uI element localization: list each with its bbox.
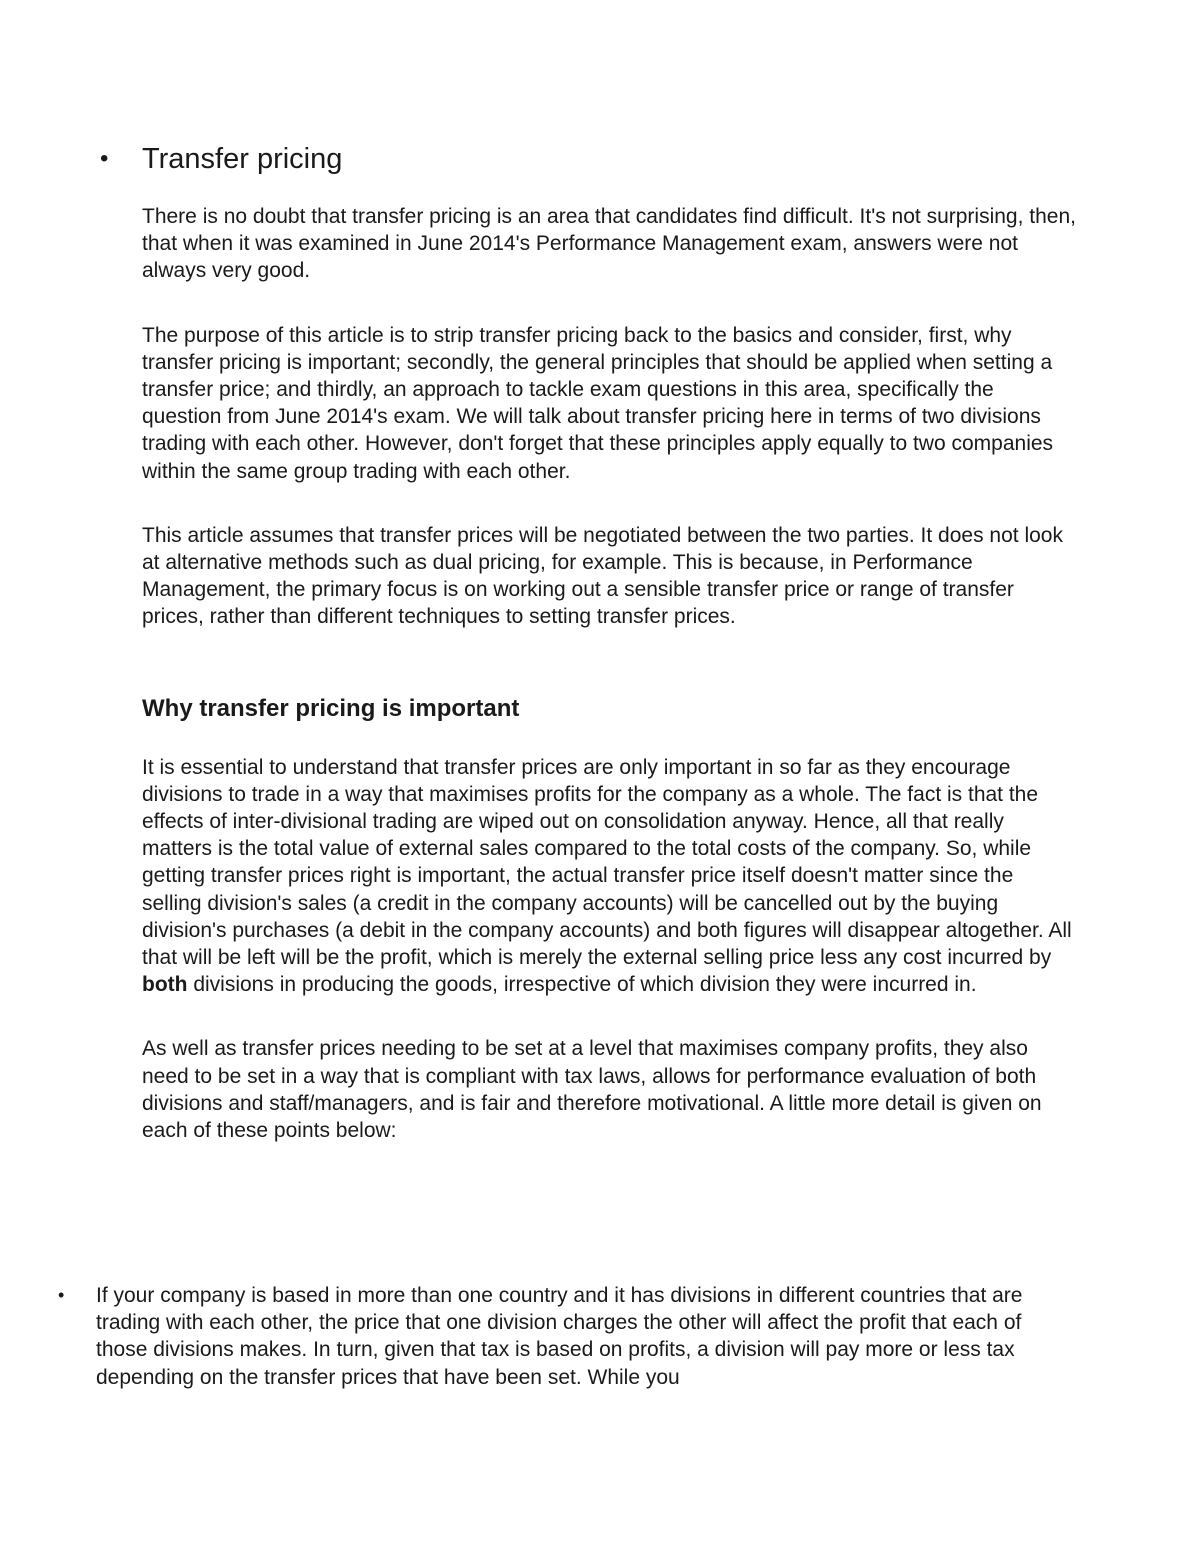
section-paragraph-1 <box>142 754 1077 999</box>
page-title: Transfer pricing <box>142 143 343 175</box>
bullet-list <box>58 1282 1068 1391</box>
intro-paragraph-3: This article assumes that transfer prices will be negotiated between the two parties. It does not look at alternative methods such as dual pricing, for example. This is because, in Performance Management, the primary focus is on working out a sensible transfer price or range of transfer prices, rather than different techniques to setting transfer prices. <box>142 523 1063 629</box>
intro-paragraph-2: The purpose of this article is to strip transfer pricing back to the basics and consider, first, why transfer pricing is important; secondly, the general principles that should be applied when setting a transfer price; and thirdly, an approach to tackle exam questions in this area, specifically the question from June 2014's exam. We will talk about transfer pricing here in terms of two divisions trading with each other. However, don't forget that these principles apply equally to two companies within the same group trading with each other. <box>142 323 1054 483</box>
title-bullet: • <box>100 145 109 172</box>
section-paragraph-1-part-a: It is essential to understand that transfer prices are only important in so far as they encourage divisions to trade in a way that maximises profits for the company as a whole. The fact is that the effects of inter-divisional trading are wiped out on consolidation anyway. Hence, all that really matters is the total value of external sales compared to the total costs of the company. So, while getting transfer prices right is important, the actual transfer price itself doesn't matter since the selling division's sales (a credit in the company accounts) will be cancelled out by the buying division's purchases (a debit in the company accounts) and both figures will disappear altogether. All that will be left will be the profit, which is merely the external selling price less any cost incurred by <box>142 755 1072 970</box>
section-paragraph-2: As well as transfer prices needing to be set at a level that maximises company profits, they also need to be set in a way that is compliant with tax laws, allows for performance evaluation of both divisions and staff/managers, and is fair and therefore motivational. A little more detail is given on each of these points below: <box>142 1037 1042 1143</box>
section-heading: Why transfer pricing is important <box>142 694 520 722</box>
title-row <box>100 140 342 178</box>
emphasis-both: both <box>142 973 188 997</box>
article-body <box>142 203 1077 1181</box>
section-paragraph-1-part-b: divisions in producing the goods, irrespective of which division they were incurred in. <box>187 973 977 997</box>
intro-paragraph-1: There is no doubt that transfer pricing is an area that candidates find difficult. It's not surprising, then, that when it was examined in June 2014's Performance Management exam, answers were not always very good. <box>142 205 1076 283</box>
bullet-marker: • <box>58 1285 65 1305</box>
list-item-text: If your company is based in more than one country and it has divisions in different countries that are trading with each other, the price that one division charges the other will affect the profit that each of those divisions makes. In turn, given that tax is based on profits, a division will pay more or less tax depending on the transfer prices that have been set. While you <box>96 1284 1023 1389</box>
list-item <box>58 1282 1068 1391</box>
